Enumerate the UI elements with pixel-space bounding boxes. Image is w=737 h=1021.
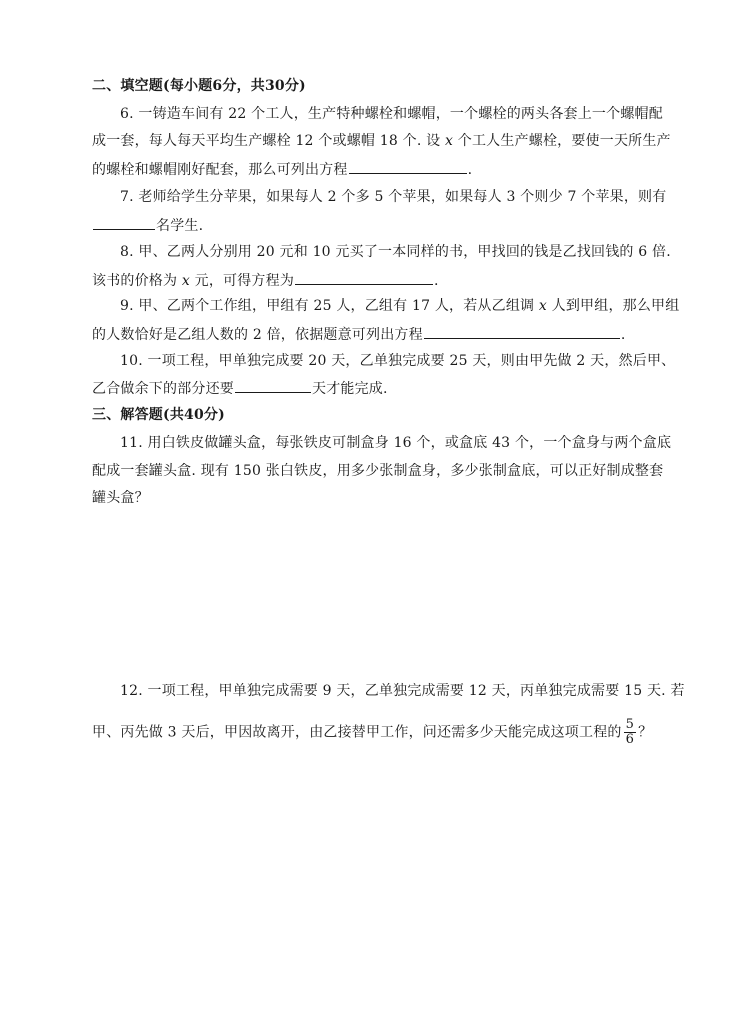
section-heading-text: 三、解答题(共40分) xyxy=(92,407,225,423)
question-6-line-3 xyxy=(92,157,472,181)
section-heading-answer xyxy=(92,404,225,426)
question-11-line-3 xyxy=(92,487,149,509)
question-text: 8. 甲、乙两人分别用 20 元和 10 元买了一本同样的书，甲找回的钱是乙找回钱的 6 倍. xyxy=(120,244,671,260)
question-text: 9. 甲、乙两个工作组，甲组有 25 人，乙组有 17 人，若从乙组调 xyxy=(120,298,539,314)
question-text: 罐头盒？ xyxy=(92,490,149,506)
variable-x: x xyxy=(181,273,190,289)
question-12-line-1 xyxy=(120,680,685,702)
question-8-line-2 xyxy=(92,268,439,292)
fraction-five-sixths xyxy=(624,718,636,747)
section-heading-text: 二、填空题(每小题6分，共30分) xyxy=(92,78,306,94)
question-6-line-2 xyxy=(92,130,671,152)
question-text: 成一套，每人每天平均生产螺栓 12 个或螺帽 18 个. 设 xyxy=(92,133,445,149)
variable-x: x xyxy=(538,298,547,314)
question-10-line-2 xyxy=(92,376,388,400)
punctuation: . xyxy=(467,162,473,178)
fraction-numerator: 5 xyxy=(625,717,635,732)
answer-blank-q6[interactable] xyxy=(349,157,467,174)
question-6-line-1 xyxy=(120,103,663,125)
question-11-line-1 xyxy=(120,432,671,454)
answer-area-q11[interactable] xyxy=(92,515,645,675)
question-text: 甲、丙先做 3 天后，甲因故离开，由乙接替甲工作，问还需多少天能完成这项工程的 xyxy=(92,724,622,741)
question-text: 10. 一项工程，甲单独完成要 20 天，乙单独完成要 25 天，则由甲先做 2 天，然后甲、 xyxy=(120,353,676,369)
answer-blank-q8[interactable] xyxy=(295,268,433,285)
question-9-line-2 xyxy=(92,322,625,346)
answer-blank-q7[interactable] xyxy=(93,213,155,230)
question-10-line-1 xyxy=(120,350,675,372)
answer-blank-q10[interactable] xyxy=(235,376,311,393)
question-text: 的人数恰好是乙组人数的 2 倍，依据题意可列出方程 xyxy=(92,327,423,343)
question-7-line-2 xyxy=(92,213,203,237)
section-heading-fill-in xyxy=(92,75,306,97)
question-text: 配成一套罐头盒. 现有 150 张白铁皮，用多少张制盒身，多少张制盒底，可以正好制成整套 xyxy=(92,463,664,479)
answer-blank-q9[interactable] xyxy=(424,322,620,339)
question-text: 11. 用白铁皮做罐头盒，每张铁皮可制盒身 16 个，或盒底 43 个，一个盒身与两个盒底 xyxy=(120,435,672,451)
question-text: 元，可得方程为 xyxy=(189,273,295,289)
question-7-line-1 xyxy=(120,186,666,208)
question-text: 该书的价格为 xyxy=(92,273,182,289)
question-text: 12. 一项工程，甲单独完成需要 9 天，乙单独完成需要 12 天，丙单独完成需要 15 天. 若 xyxy=(120,683,685,699)
punctuation: ？ xyxy=(638,724,653,741)
variable-x: x xyxy=(444,133,454,149)
question-11-line-2 xyxy=(92,460,663,482)
question-8-line-1 xyxy=(120,241,671,263)
question-text: 7. 老师给学生分苹果，如果每人 2 个多 5 个苹果，如果每人 3 个则少 7 个苹果，则有 xyxy=(120,189,667,205)
fraction-denominator: 6 xyxy=(625,732,635,747)
question-9-line-1 xyxy=(120,295,679,317)
question-text: 名学生. xyxy=(156,218,204,234)
question-12-line-2 xyxy=(92,718,652,747)
answer-area-q12[interactable] xyxy=(92,760,645,980)
question-text: 天才能完成. xyxy=(312,381,388,397)
question-text: 的螺栓和螺帽刚好配套，那么可列出方程 xyxy=(92,162,348,178)
question-text: 人到甲组，那么甲组 xyxy=(547,298,680,314)
punctuation: . xyxy=(434,273,439,289)
question-text: 个工人生产螺栓，要使一天所生产 xyxy=(453,133,671,149)
question-text: 6. 一铸造车间有 22 个工人，生产特种螺栓和螺帽，一个螺栓的两头各套上一个螺帽配 xyxy=(120,106,663,122)
question-text: 乙合做余下的部分还要 xyxy=(92,381,234,397)
punctuation: . xyxy=(620,327,626,343)
